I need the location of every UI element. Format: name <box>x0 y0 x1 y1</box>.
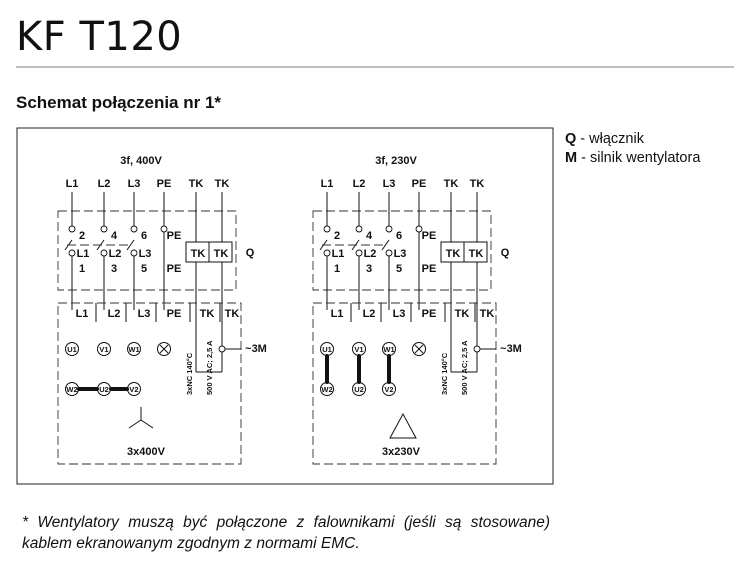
motor-terminal-label: V1 <box>354 345 364 354</box>
switch-bottom-label: 3 <box>365 263 373 275</box>
box-label: PE <box>421 308 437 320</box>
connection-label: 3x230V <box>382 446 420 458</box>
switch-top-label: 4 <box>110 230 118 242</box>
switch-bottom-label: 5 <box>395 263 403 275</box>
motor-terminal-label: W1 <box>383 345 395 354</box>
switch-top-label: PE <box>166 230 182 242</box>
motor-terminal-label: V2 <box>129 385 139 394</box>
switch-bottom-label: 5 <box>140 263 148 275</box>
switch-mid-label: L1 <box>331 248 345 260</box>
switch-bottom-label: 3 <box>110 263 118 275</box>
connection-label: 3x400V <box>127 446 165 458</box>
star-symbol <box>141 420 153 428</box>
switch-contact <box>127 240 134 250</box>
diagram-subtitle: Schemat połączenia nr 1* <box>16 93 222 112</box>
switch-bottom-label: 1 <box>78 263 86 275</box>
box-label: TK <box>199 308 215 320</box>
box-label: L1 <box>330 308 344 320</box>
switch-mid-label: L2 <box>363 248 377 260</box>
switch-terminal-top <box>69 226 75 232</box>
switch-mid-label: L3 <box>393 248 407 260</box>
tk-rating-b: 500 V AC; 2,5 A <box>205 340 214 395</box>
legend-item-m: M - silnik wentylatora <box>565 150 701 166</box>
legend-item-q: Q - włącznik <box>565 131 644 147</box>
delta-symbol <box>390 414 416 438</box>
motor-terminal-label: U2 <box>354 385 364 394</box>
motor-terminal-label: U1 <box>322 345 332 354</box>
switch-top-label: 6 <box>140 230 148 242</box>
motor-terminal-label: V2 <box>384 385 394 394</box>
switch-terminal-bottom <box>69 250 75 256</box>
switch-terminal-top <box>324 226 330 232</box>
supply-label: 3f, 230V <box>375 155 417 167</box>
line-label-pe: PE <box>411 178 427 190</box>
motor-terminal-label: W1 <box>128 345 140 354</box>
switch-bottom-label: 1 <box>333 263 341 275</box>
line-label-pe: PE <box>156 178 172 190</box>
motor-terminal-label: U2 <box>99 385 109 394</box>
box-label: L2 <box>362 308 376 320</box>
switch-bottom-label: PE <box>166 263 182 275</box>
line-label-l3: L3 <box>382 178 396 190</box>
line-label-tk: TK <box>214 178 230 190</box>
switch-q-label: Q <box>245 247 255 259</box>
line-label-l3: L3 <box>127 178 141 190</box>
tk-block-label: TK <box>190 248 206 260</box>
line-label-tk: TK <box>469 178 485 190</box>
switch-terminal-bottom <box>131 250 137 256</box>
box-label: TK <box>479 308 495 320</box>
tk-terminal <box>474 346 480 352</box>
tk-block-label: TK <box>468 248 484 260</box>
tk-rating-a: 3xNC 140°C <box>440 352 449 395</box>
box-label: TK <box>224 308 240 320</box>
switch-mid-label: L1 <box>76 248 90 260</box>
switch-terminal-bottom <box>386 250 392 256</box>
box-label: L2 <box>107 308 121 320</box>
tk-rating-a: 3xNC 140°C <box>185 352 194 395</box>
switch-contact <box>382 240 389 250</box>
tk-rating-b: 500 V AC; 2,5 A <box>460 340 469 395</box>
switch-top-label: 2 <box>333 230 341 242</box>
switch-terminal-bottom <box>324 250 330 256</box>
switch-top-label: 4 <box>365 230 373 242</box>
tk-terminal <box>219 346 225 352</box>
box-label: L3 <box>392 308 406 320</box>
box-label: TK <box>454 308 470 320</box>
motor-label: ~3M <box>500 343 522 355</box>
motor-terminal-label: U1 <box>67 345 77 354</box>
switch-terminal-top <box>131 226 137 232</box>
box-label: PE <box>166 308 182 320</box>
line-label-tk: TK <box>188 178 204 190</box>
star-symbol <box>129 420 141 428</box>
footnote: * Wentylatory muszą być połączone z falownikami (jeśli są stosowane) kablem ekranowanym zgodnym z normami EMC. <box>22 514 550 552</box>
switch-bottom-label: PE <box>421 263 437 275</box>
switch-terminal-bottom <box>356 250 362 256</box>
switch-terminal-top <box>356 226 362 232</box>
product-title: KF T120 <box>16 14 183 60</box>
box-label: L1 <box>75 308 89 320</box>
line-label-l1: L1 <box>320 178 334 190</box>
line-label-l2: L2 <box>97 178 111 190</box>
box-label: L3 <box>137 308 151 320</box>
switch-top-label: 2 <box>78 230 86 242</box>
line-label-l2: L2 <box>352 178 366 190</box>
switch-mid-label: L2 <box>108 248 122 260</box>
motor-terminal-label: W2 <box>66 385 78 394</box>
motor-label: ~3M <box>245 343 267 355</box>
line-label-l1: L1 <box>65 178 79 190</box>
switch-q-label: Q <box>500 247 510 259</box>
switch-mid-label: L3 <box>138 248 152 260</box>
switch-top-label: PE <box>421 230 437 242</box>
switch-top-label: 6 <box>395 230 403 242</box>
supply-label: 3f, 400V <box>120 155 162 167</box>
tk-block-label: TK <box>213 248 229 260</box>
motor-terminal-label: W2 <box>321 385 333 394</box>
switch-terminal-top <box>101 226 107 232</box>
panel-230v <box>313 155 522 464</box>
switch-terminal-bottom <box>101 250 107 256</box>
motor-terminal-label: V1 <box>99 345 109 354</box>
switch-terminal-top <box>386 226 392 232</box>
tk-block-label: TK <box>445 248 461 260</box>
panel-400v <box>58 155 267 464</box>
line-label-tk: TK <box>443 178 459 190</box>
